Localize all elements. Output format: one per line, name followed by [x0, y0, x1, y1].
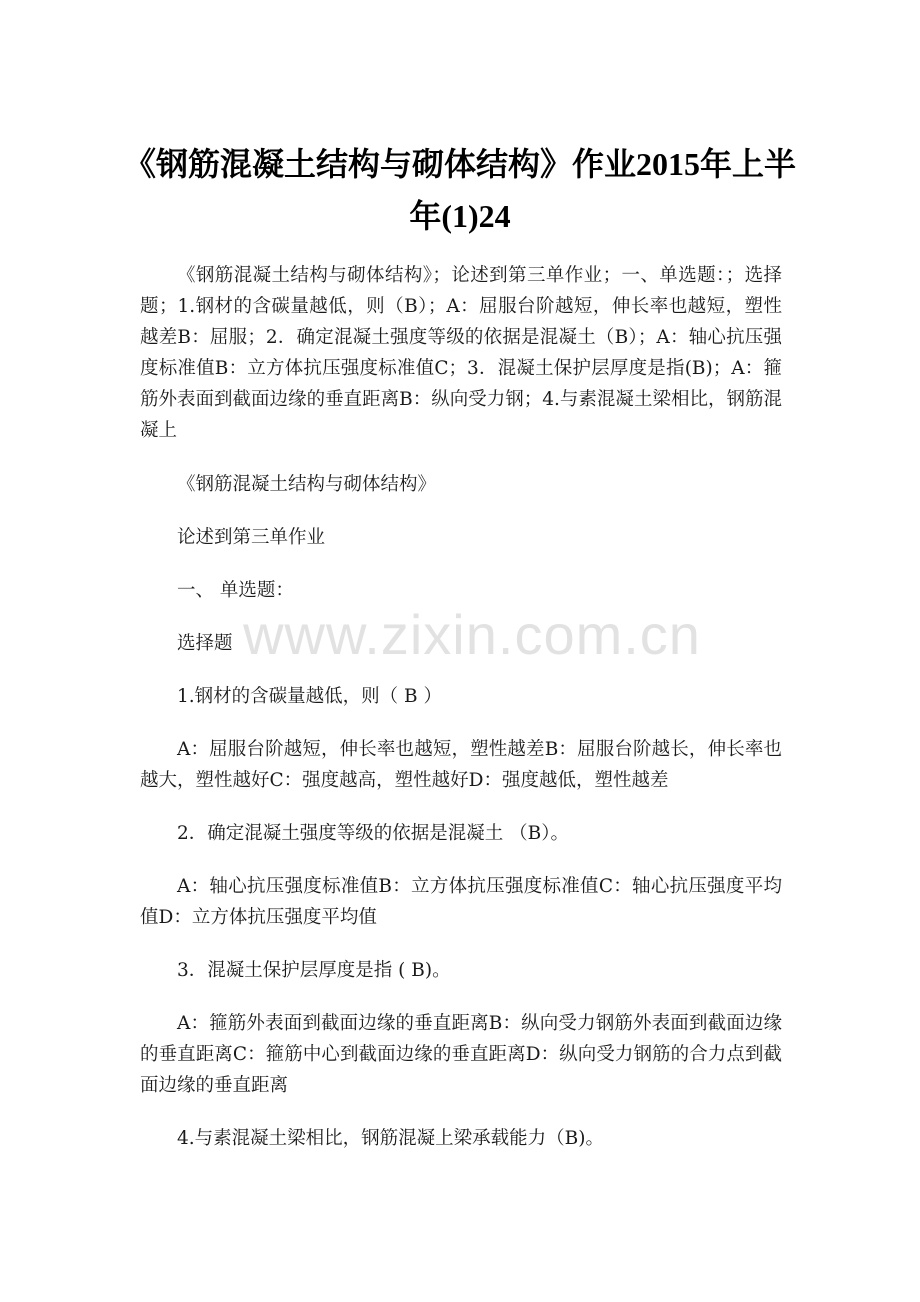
question-3: 3．混凝土保护层厚度是指 ( B)。 [177, 960, 451, 981]
document-body [140, 260, 782, 1176]
question-1: 1.钢材的含碳量越低，则（ B ） [177, 686, 443, 707]
question-3-options: A：箍筋外表面到截面边缘的垂直距离B：纵向受力钢筋外表面到截面边缘的垂直距离C：箍筋中心到截面边缘的垂直距离D：纵向受力钢筋的合力点到截面边缘的垂直距离 [140, 1013, 782, 1096]
question-2: 2．确定混凝土强度等级的依据是混凝土 （B）。 [177, 823, 569, 844]
course-name-paragraph: 《钢筋混凝土结构与砌体结构》 [177, 474, 437, 495]
watermark: www.zixin.com.cn [243, 603, 701, 666]
question-2-options: A：轴心抗压强度标准值B：立方体抗压强度标准值C：轴心抗压强度平均值D：立方体抗压强度平均值 [140, 876, 782, 928]
question-1-options: A：屈服台阶越短，伸长率也越短，塑性越差B：屈服台阶越长，伸长率也越大，塑性越好C：强度越高，塑性越好D：强度越低，塑性越差 [140, 739, 782, 791]
section-heading-paragraph: 一、 单选题： [177, 580, 294, 601]
document-title: 《钢筋混凝土结构与砌体结构》作业2015年上半年(1)24 [123, 146, 796, 234]
question-4: 4.与素混凝土梁相比，钢筋混凝上梁承载能力（B)。 [177, 1128, 604, 1149]
summary-paragraph: 《钢筋混凝土结构与砌体结构》；论述到第三单作业；一、单选题：；选择题；1.钢材的含碳量越低，则（B）；A：屈服台阶越短，伸长率也越短，塑性越差B：屈服；2．确定混凝土强度等级的依据是混凝土（B）；A：轴心抗压强度标准值B：立方体抗压强度标准值C；3．混凝土保护层厚度是指(B)；A：箍筋外表面到截面边缘的垂直距离B：纵向受力钢；4.与素混凝土梁相比，钢筋混凝上 [140, 265, 782, 441]
question-type-paragraph: 选择题 [177, 633, 233, 654]
assignment-heading-paragraph: 论述到第三单作业 [177, 527, 326, 548]
